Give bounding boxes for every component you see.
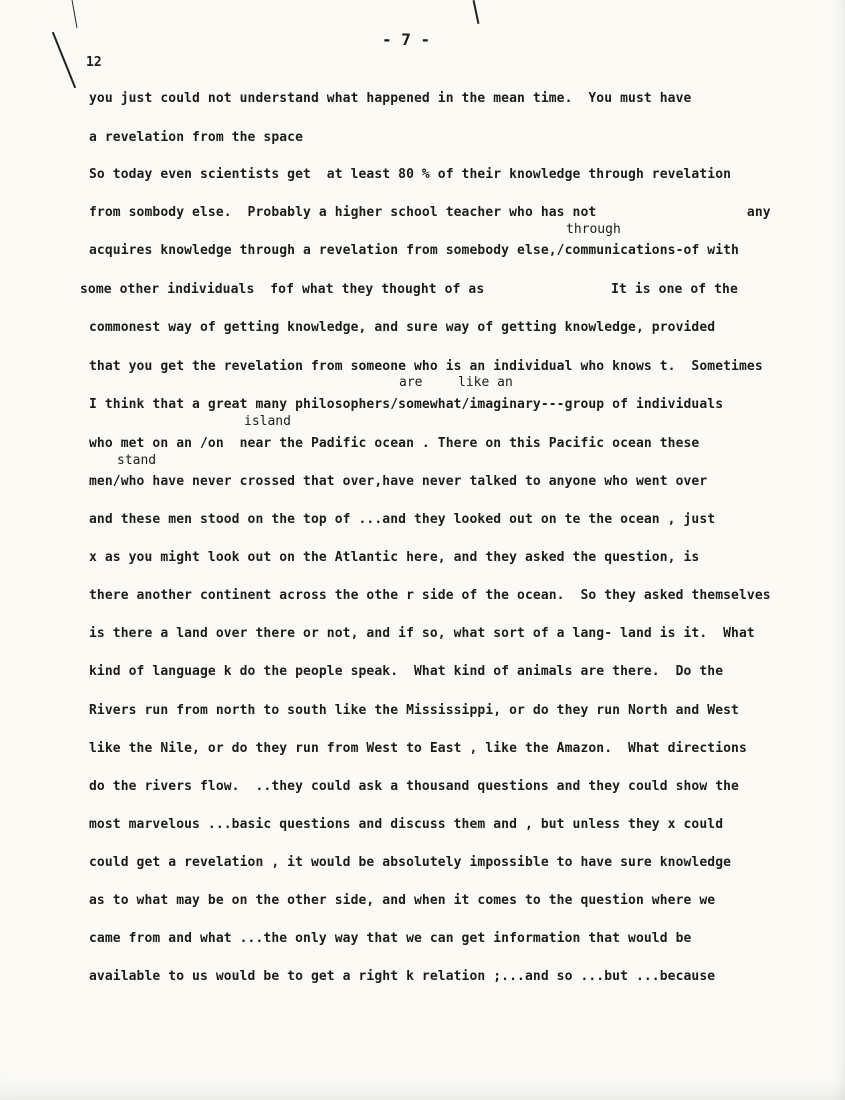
text-line: acquires knowledge through a revelation from somebody else,/communications-of with: [89, 243, 739, 258]
text-line: do the rivers flow. ..they could ask a thousand questions and they could show the: [89, 779, 739, 794]
text-line: and these men stood on the top of ...and they looked out on te the ocean , just: [89, 512, 716, 527]
text-line: is there a land over there or not, and if so, what sort of a lang- land is it. What: [89, 626, 755, 641]
interlinear-island: island: [244, 414, 291, 429]
text-line: you just could not understand what happened in the mean time. You must have: [89, 91, 692, 106]
text-line: So today even scientists get at least 80 % of their knowledge through revelation: [89, 167, 732, 182]
text-line: came from and what ...the only way that we can get information that would be: [89, 931, 692, 946]
text-line: a revelation from the space: [89, 130, 304, 145]
margin-number: 12: [86, 55, 102, 70]
pen-mark: [473, 0, 480, 24]
text-line: available to us would be to get a right k relation ;...and so ...but ...because: [89, 969, 716, 984]
pen-mark: [52, 32, 76, 88]
text-line: like the Nile, or do they run from West to East , like the Amazon. What directions: [89, 741, 747, 756]
pen-mark: [72, 0, 78, 28]
text-line: from sombody else. Probably a higher school teacher who has not any: [89, 205, 771, 220]
text-line: that you get the revelation from someone who is an individual who knows t. Sometimes: [89, 359, 763, 374]
text-line: commonest way of getting knowledge, and sure way of getting knowledge, provided: [89, 320, 716, 335]
text-line: Rivers run from north to south like the Mississippi, or do they run North and West: [89, 703, 739, 718]
text-line: kind of language k do the people speak. What kind of animals are there. Do the: [89, 664, 724, 679]
text-line: I think that a great many philosophers/somewhat/imaginary---group of individuals: [89, 397, 724, 412]
text-line: there another continent across the othe r side of the ocean. So they asked themselves: [89, 588, 771, 603]
text-line: most marvelous ...basic questions and discuss them and , but unless they x could: [89, 817, 724, 832]
text-line: some other individuals fof what they thought of as It is one of the: [80, 282, 738, 297]
text-line: x as you might look out on the Atlantic here, and they asked the question, is: [89, 550, 700, 565]
interlinear-like-an: like an: [458, 375, 513, 390]
text-line: who met on an /on near the Padific ocean . There on this Pacific ocean these: [89, 436, 700, 451]
interlinear-through: through: [566, 222, 621, 237]
interlinear-stand: stand: [117, 453, 157, 468]
text-line: could get a revelation , it would be absolutely impossible to have sure knowledge: [89, 855, 732, 870]
text-line: as to what may be on the other side, and when it comes to the question where we: [89, 893, 716, 908]
interlinear-are: are: [399, 375, 423, 390]
page-number: - 7 -: [382, 30, 431, 49]
text-line: men/who have never crossed that over,have never talked to anyone who went over: [89, 474, 708, 489]
